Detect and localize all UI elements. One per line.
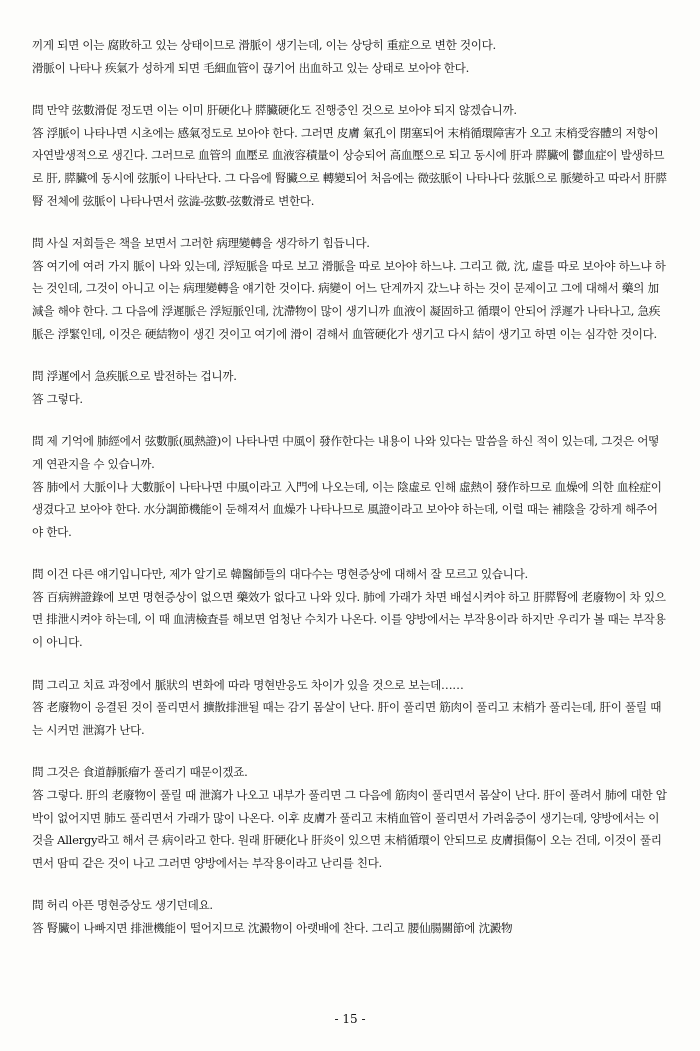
question-3: 問 浮遲에서 急疾脈으로 발전하는 겁니까. bbox=[32, 369, 237, 384]
answer-6: 答 老廢物이 응결된 것이 풀리면서 擴散排泄될 때는 감기 몸살이 난다. 肝이 풀리면 筋肉이 풀리고 末梢가 풀리는데, 肝이 풀릴 때는 시커먼 泄瀉가 난다. bbox=[32, 700, 662, 737]
qa-block-6 bbox=[32, 674, 668, 742]
answer-7: 答 그렇다. 肝의 老廢物이 풀릴 때 泄瀉가 나오고 내부가 풀리면 그 다음에 筋肉이 풀리면서 몸살이 난다. 肝이 풀려서 肺에 대한 압박이 없어지면 肺도 풀리면서 가래가 많이 나온다. 이후 皮膚가 풀리고 末梢血管이 풀리면서 가려움증이 생기는데, 양방에서는 이것을 Allergy라고 해서 큰 病이라고 한다. 원래 肝硬化나 肝炎이 있으면 末梢循環이 안되므로 皮膚損傷이 오는 건데, 이것이 풀리면서 땀띠 같은 것이 나고 그러면 양방에서는 부작용이라고 난리를 친다. bbox=[32, 788, 667, 870]
answer-4: 答 肺에서 大脈이나 大數脈이 나타나면 中風이라고 入門에 나오는데, 이는 陰虛로 인해 虛熱이 發作하므로 血燥에 의한 血栓症이 생겼다고 보아야 한다. 水分調節機能이 둔해져서 血燥가 나타나므로 風證이라고 보아야 하는데, 이럴 때는 補陰을 강하게 해주어야 한다. bbox=[32, 479, 662, 539]
question-8: 問 허리 아픈 명현증상도 생기던데요. bbox=[32, 898, 213, 913]
intro-line-1: 끼게 되면 이는 腐敗하고 있는 상태이므로 滑脈이 생기는데, 이는 상당히 重症으로 변한 것이다. bbox=[32, 38, 496, 52]
answer-1: 答 浮脈이 나타나면 시초에는 感氣정도로 보아야 한다. 그러면 皮膚 氣孔이 閉塞되어 末梢循環障害가 오고 末梢受容體의 저항이 자연발생적으로 생긴다. 그러므로 血管의 血壓로 血液容積量이 상승되어 高血壓으로 되고 동시에 肝과 膵臟에 鬱血症이 발생하므로 肝, 膵臟에 동시에 弦脈이 나타난다. 그 다음에 腎臟으로 轉變되어 처음에는 微弦脈이 나타나다 弦脈으로 脈變하고 따라서 肝膵腎 전체에 弦脈이 나타나면서 弦澁-弦數-弦數滑로 변한다. bbox=[32, 125, 667, 208]
answer-8: 答 腎臟이 나빠지면 排泄機能이 떨어지므로 沈澱物이 아랫배에 찬다. 그리고 腰仙腸關節에 沈澱物 bbox=[32, 921, 513, 935]
answer-5: 答 百病辨證錄에 보면 명현증상이 없으면 藥效가 없다고 나와 있다. 肺에 가래가 차면 배설시켜야 하고 肝膵腎에 老廢物이 차 있으면 排泄시켜야 하는데, 이 때 血淸檢査를 해보면 엄청난 수치가 나온다. 이를 양방에서는 부작용이라 하지만 우리가 볼 때는 부작용이 아니다. bbox=[32, 589, 666, 650]
qa-block-5 bbox=[32, 563, 668, 653]
answer-2: 答 여기에 여러 가지 脈이 나와 있는데, 浮短脈을 따로 보고 滑脈을 따로 보아야 하느냐. 그리고 微, 沈, 虛를 따로 보아야 하느냐 하는 것인데, 그것이 아니고 이는 病理變轉을 얘기한 것이다. 病變이 어느 단계까지 갔느냐 하는 것이 문제이고 그에 대해서 藥의 加減을 해야 한다. 그 다음에 浮遲脈은 浮短脈인데, 沈滯物이 많이 생기니까 血液이 凝固하고 循環이 안되어 浮遲가 나타나고, 急疾脈은 浮緊인데, 이것은 硬結物이 생긴 것이고 여기에 滑이 겸해서 血管硬化가 생기고 다시 結이 생기고 하면 이는 심각한 것이다. bbox=[32, 258, 666, 341]
answer-3: 答 그렇다. bbox=[32, 391, 83, 406]
question-6: 問 그리고 치료 과정에서 脈狀의 변화에 따라 명현반응도 차이가 있을 것으로 보는데…… bbox=[32, 677, 464, 692]
page-number: - 15 - bbox=[334, 1012, 366, 1026]
page-body bbox=[32, 34, 668, 960]
question-2: 問 사실 저희들은 책을 보면서 그러한 病理變轉을 생각하기 힘듭니다. bbox=[32, 236, 370, 251]
qa-block-1 bbox=[32, 99, 668, 212]
qa-block-4 bbox=[32, 430, 668, 543]
question-1: 問 만약 弦數滑促 정도면 이는 이미 肝硬化나 膵臟硬化도 진행중인 것으로 보아야 되지 않겠습니까. bbox=[32, 103, 517, 118]
intro-paragraph bbox=[32, 34, 668, 79]
qa-block-7 bbox=[32, 761, 668, 874]
qa-block-2 bbox=[32, 232, 668, 345]
intro-line-2: 滑脈이 나타나 疾氣가 성하게 되면 毛細血管이 끊기어 出血하고 있는 상태로 보아야 한다. bbox=[32, 60, 469, 75]
question-7: 問 그것은 食道靜脈瘤가 풀리기 때문이겠죠. bbox=[32, 765, 248, 780]
qa-block-8 bbox=[32, 894, 668, 939]
qa-block-3 bbox=[32, 365, 668, 410]
question-5: 問 이건 다른 얘기입니다만, 제가 알기로 韓醫師들의 대다수는 명현증상에 대해서 잘 모르고 있습니다. bbox=[32, 567, 528, 582]
question-4: 問 제 기억에 肺經에서 弦數脈(風熱證)이 나타나면 中風이 發作한다는 내용이 나와 있다는 말씀을 하신 적이 있는데, 그것은 어떻게 연관지을 수 있습니까. bbox=[32, 434, 660, 471]
